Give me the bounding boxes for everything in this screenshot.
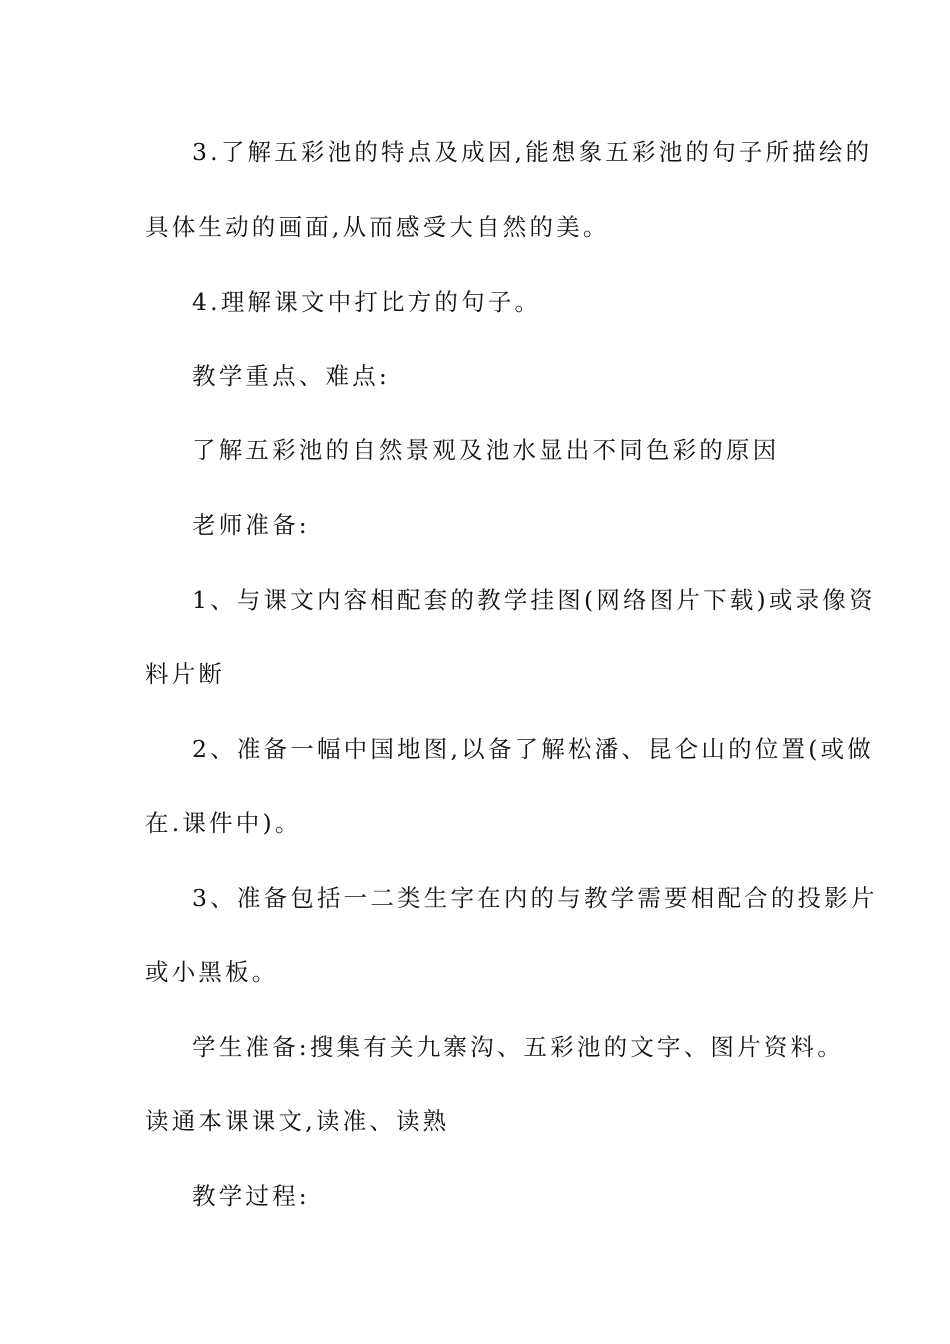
teacher-prep-3-line-2: 或小黑板。 <box>145 958 279 986</box>
teacher-prep-1-line-2: 料片断 <box>145 660 226 688</box>
objective-4: 4.理解课文中打比方的句子。 <box>192 288 542 316</box>
teacher-prep-2-line-1: 2、准备一幅中国地图,以备了解松潘、昆仑山的位置(或做 <box>192 735 874 763</box>
teacher-prep-1-line-1: 1、与课文内容相配套的教学挂图(网络图片下载)或录像资 <box>192 586 876 614</box>
teacher-prep-2-line-2: 在.课件中)。 <box>145 809 302 837</box>
student-prep-line-1: 学生准备:搜集有关九寨沟、五彩池的文字、图片资料。 <box>192 1033 844 1061</box>
key-points-text: 了解五彩池的自然景观及池水显出不同色彩的原因 <box>192 436 780 464</box>
student-prep-line-2: 读通本课课文,读准、读熟 <box>145 1107 450 1135</box>
objective-3-line-2: 具体生动的画面,从而感受大自然的美。 <box>145 213 610 241</box>
teacher-prep-3-line-1: 3、准备包括一二类生字在内的与教学需要相配合的投影片 <box>192 884 878 912</box>
key-points-heading: 教学重点、难点: <box>192 362 391 390</box>
teacher-prep-heading: 老师准备: <box>192 511 310 539</box>
teaching-process-heading: 教学过程: <box>192 1182 310 1210</box>
objective-3-line-1: 3.了解五彩池的特点及成因,能想象五彩池的句子所描绘的 <box>192 138 873 166</box>
